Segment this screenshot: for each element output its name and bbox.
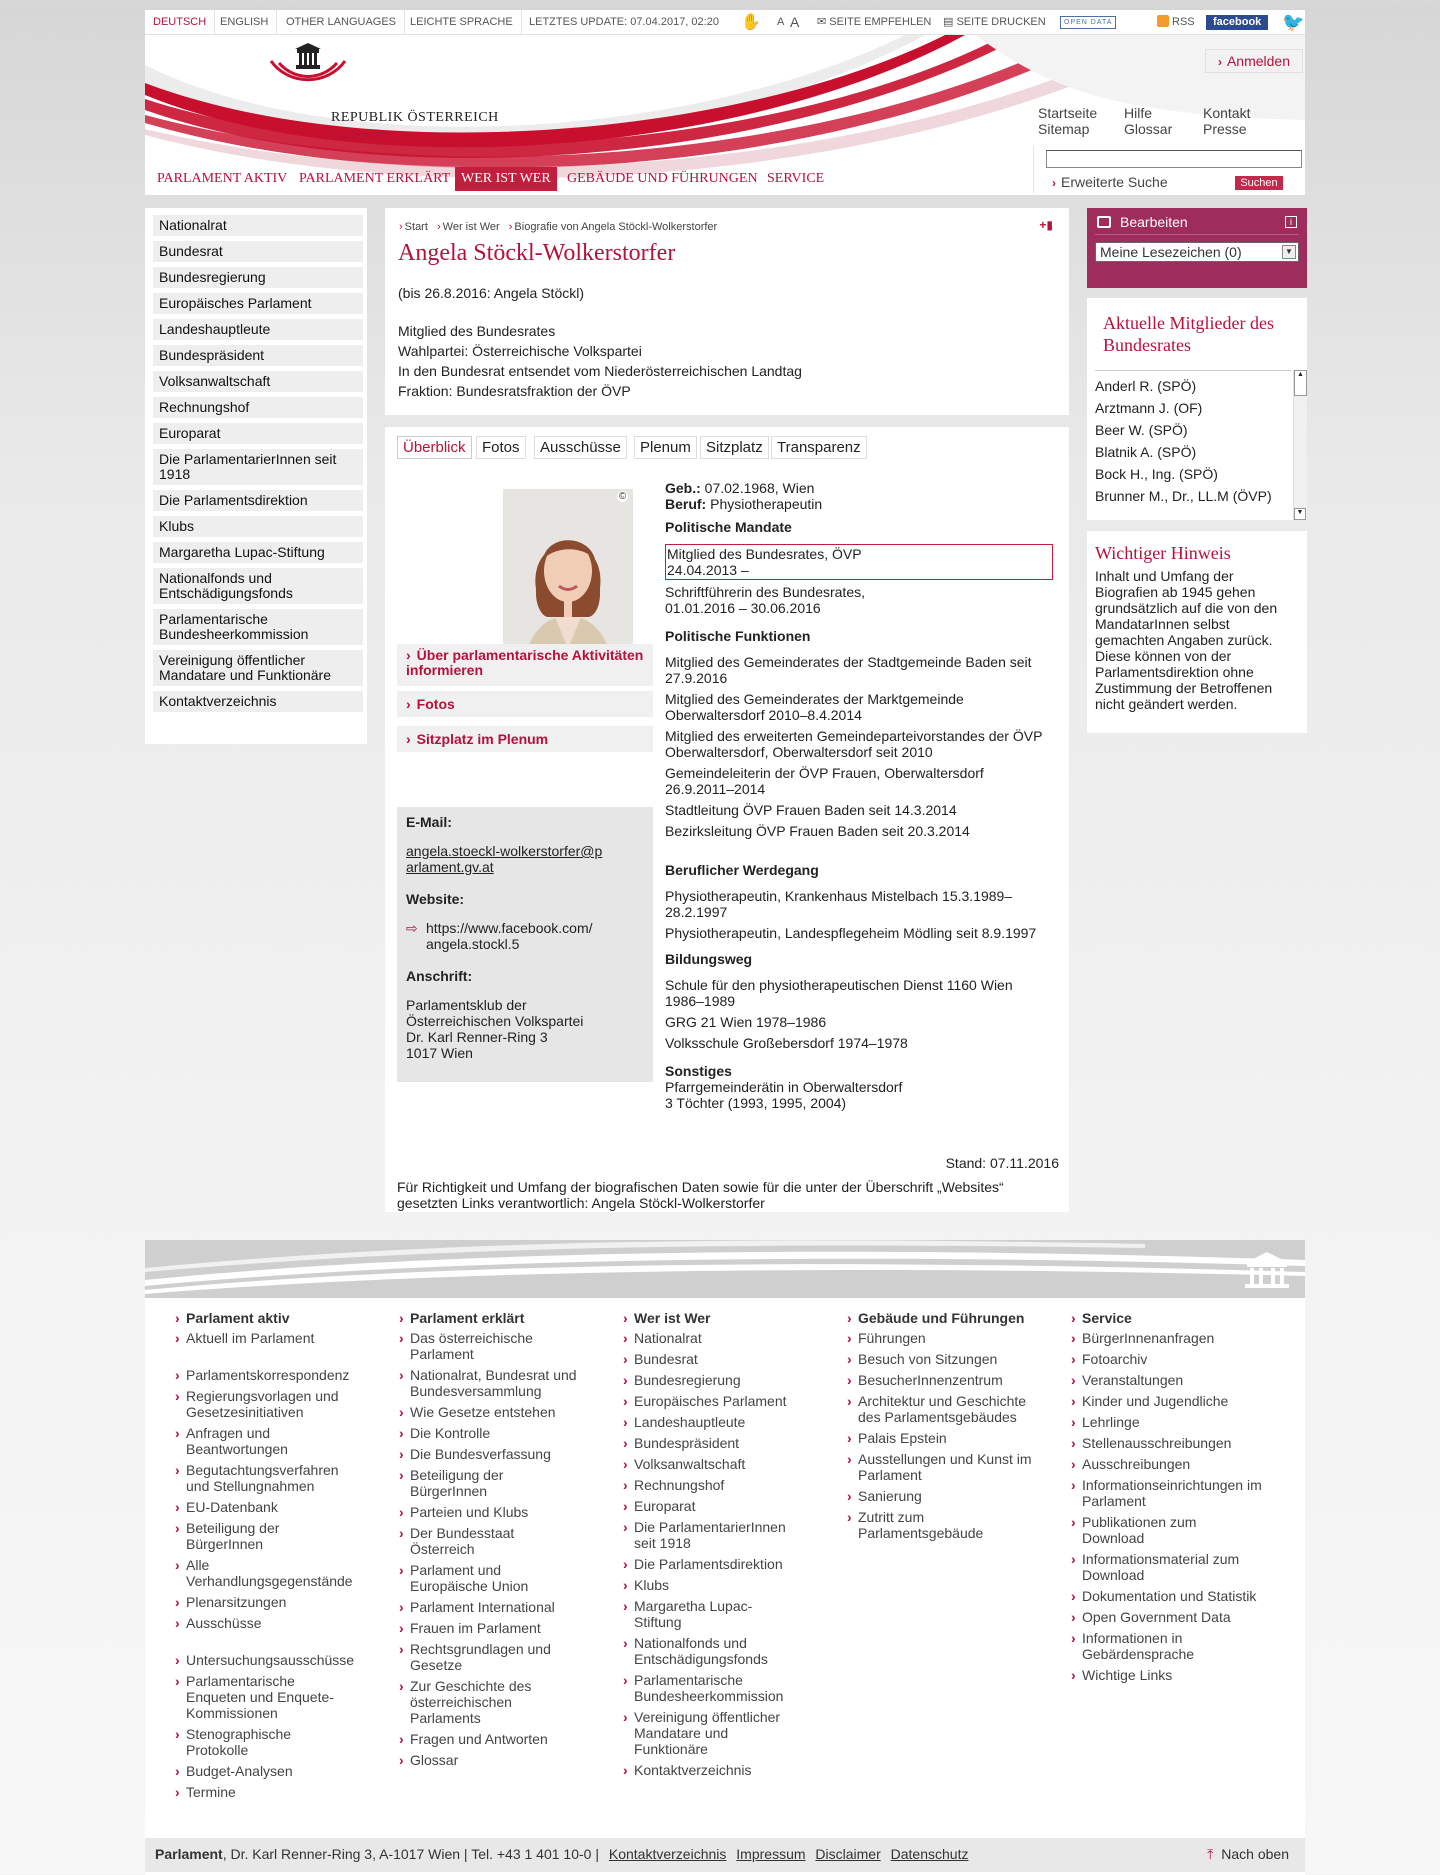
list-item[interactable]: Arztmann J. (OF) xyxy=(1095,400,1203,416)
arrow-up-icon: ⤒ xyxy=(1207,1846,1214,1862)
contact-box xyxy=(397,807,653,1082)
tab-plenum[interactable]: Plenum xyxy=(634,436,697,459)
footer-bar xyxy=(145,1838,1305,1872)
website-link[interactable]: ⇨ https://www.facebook.com/ angela.stockl.5 xyxy=(406,920,593,952)
footer-link[interactable]: › Regierungsvorlagen und Gesetzesinitiativen xyxy=(186,1388,356,1420)
birth-info: Geb.: 07.02.1968, Wien Beruf: Physiotherapeutin xyxy=(665,480,823,512)
footer-link[interactable]: › Fotoarchiv xyxy=(1082,1351,1262,1367)
link-help[interactable]: Hilfe xyxy=(1124,105,1153,121)
footer-link[interactable]: › Führungen xyxy=(858,1330,1033,1346)
education-heading: Bildungsweg xyxy=(665,951,753,967)
list-item: Mitglied des Gemeinderates der Stadtgemeinde Baden seit 27.9.2016 xyxy=(665,654,1032,686)
breadcrumb-start[interactable]: › Start xyxy=(399,221,428,233)
footer-link[interactable]: › Nationalrat, Bundesrat und Bundesversammlung xyxy=(410,1367,580,1399)
list-item: Stadtleitung ÖVP Frauen Baden seit 14.3.2014 xyxy=(665,802,957,818)
footer-link[interactable]: › Architektur und Geschichte des Parlamentsgebäudes xyxy=(858,1393,1033,1425)
address: Parlamentsklub der Österreichischen Volkspartei Dr. Karl Renner-Ring 3 1017 Wien xyxy=(406,997,584,1061)
footer-link[interactable]: › Besuch von Sitzungen xyxy=(858,1351,1033,1367)
link-glossary[interactable]: Glossar xyxy=(1124,121,1173,137)
footer-imprint-link[interactable]: Impressum xyxy=(736,1846,806,1862)
chevron-down-icon: ▼ xyxy=(1282,245,1296,259)
footer-link[interactable]: › Rechnungshof xyxy=(634,1477,794,1493)
link-sitemap[interactable]: Sitemap xyxy=(1038,121,1090,137)
top-bar xyxy=(145,10,1305,35)
tab-transparency[interactable]: Transparenz xyxy=(771,436,867,459)
nav-wer-ist-wer[interactable]: WER IST WER xyxy=(455,167,557,191)
footer-link[interactable]: › Landeshauptleute xyxy=(634,1414,794,1430)
footer-link[interactable]: › Volksanwaltschaft xyxy=(634,1456,794,1472)
footer-link[interactable]: › Lehrlinge xyxy=(1082,1414,1262,1430)
footer-link[interactable]: › Zutritt zum Parlamentsgebäude xyxy=(858,1509,1033,1541)
education-list xyxy=(665,977,1055,1051)
list-item: Schule für den physiotherapeutischen Dienst 1160 Wien 1986–1989 xyxy=(665,977,1013,1009)
footer-link[interactable]: › Aktuell im Parlament xyxy=(186,1330,356,1346)
sidebar-item[interactable]: Europäisches Parlament xyxy=(153,293,363,314)
footer-link[interactable]: › Zur Geschichte des österreichischen Parlaments xyxy=(410,1678,580,1726)
footer-banner xyxy=(145,1240,1305,1298)
list-item: Physiotherapeutin, Krankenhaus Mistelbach 15.3.1989–28.2.1997 xyxy=(665,888,1013,920)
footer-link[interactable]: › BürgerInnenanfragen xyxy=(1082,1330,1262,1346)
twitter-icon[interactable]: 🐦 xyxy=(1282,12,1305,32)
rss-icon xyxy=(1157,15,1169,27)
seat-link[interactable]: › Sitzplatz im Plenum xyxy=(397,726,653,752)
footer-link[interactable]: › BesucherInnenzentrum xyxy=(858,1372,1033,1388)
mandate-2: Schriftführerin des Bundesrates, 01.01.2016 – 30.06.2016 xyxy=(665,584,865,616)
current-mandate: Mitglied des Bundesrates, ÖVP 24.04.2013 – xyxy=(665,544,1053,580)
sidebar-item[interactable]: Rechnungshof xyxy=(153,397,363,418)
footer-link[interactable]: › Bundesregierung xyxy=(634,1372,794,1388)
footer-org: Parlament xyxy=(155,1846,223,1862)
former-name: (bis 26.8.2016: Angela Stöckl) xyxy=(398,285,585,301)
breadcrumb-current: › Biografie von Angela Stöckl-Wolkerstorfer xyxy=(509,221,717,233)
page-title: Angela Stöckl-Wolkerstorfer xyxy=(398,240,676,266)
footer-link[interactable]: › Termine xyxy=(186,1784,356,1800)
footer-heading[interactable]: › Service xyxy=(1082,1310,1262,1326)
tab-seat[interactable]: Sitzplatz xyxy=(700,436,769,459)
email-label: E-Mail: xyxy=(406,814,452,830)
career-heading: Beruflicher Werdegang xyxy=(665,862,819,878)
list-item: GRG 21 Wien 1978–1986 xyxy=(665,1014,827,1030)
add-bookmark-icon[interactable]: +▮ xyxy=(1039,218,1053,232)
notice-title: Wichtiger Hinweis xyxy=(1095,543,1231,563)
facebook-link[interactable]: facebook xyxy=(1206,15,1268,30)
sidebar-nav xyxy=(145,208,367,744)
parliament-logo-icon[interactable] xyxy=(269,41,347,94)
header xyxy=(145,35,1305,195)
link-press[interactable]: Presse xyxy=(1203,121,1247,137)
footer-link[interactable]: › Stellenausschreibungen xyxy=(1082,1435,1262,1451)
footer-link[interactable]: › Veranstaltungen xyxy=(1082,1372,1262,1388)
sidebar-item[interactable]: Die Parlamentsdirektion xyxy=(153,490,363,511)
nav-parlament-aktiv[interactable]: PARLAMENT AKTIV xyxy=(157,171,288,186)
footer-link[interactable]: › Beteiligung der BürgerInnen xyxy=(186,1520,356,1552)
search-button[interactable]: Suchen xyxy=(1235,176,1283,190)
last-updated: Stand: 07.11.2016 xyxy=(945,1155,1059,1171)
tab-photos[interactable]: Fotos xyxy=(476,436,526,459)
footer-link[interactable]: › Die Bundesverfassung xyxy=(410,1446,580,1462)
footer-link[interactable]: › Glossar xyxy=(410,1752,580,1768)
members-list xyxy=(1095,370,1291,518)
footer-link[interactable]: › Parlamentskorrespondenz xyxy=(186,1351,356,1383)
last-update: LETZTES UPDATE: 07.04.2017, 02:20 xyxy=(529,16,719,28)
edit-heading: Bearbeiten i xyxy=(1095,214,1299,235)
print-icon: ▤ xyxy=(943,16,957,28)
photos-link[interactable]: › Fotos xyxy=(397,691,653,717)
sign-language-icon[interactable]: ✋ xyxy=(741,14,761,31)
back-to-top-link[interactable]: ⤒ Nach oben xyxy=(1207,1846,1289,1862)
tab-overview[interactable]: Überblick xyxy=(397,436,472,459)
list-item[interactable]: Bock H., Ing. (SPÖ) xyxy=(1095,466,1218,482)
footer-link[interactable]: › Europäisches Parlament xyxy=(634,1393,794,1409)
list-item[interactable]: Anderl R. (SPÖ) xyxy=(1095,378,1197,394)
footer-link[interactable]: › Untersuchungsausschüsse xyxy=(186,1636,356,1668)
footer xyxy=(145,1240,1305,1875)
other-heading: Sonstiges xyxy=(665,1063,732,1079)
list-item[interactable]: Blatnik A. (SPÖ) xyxy=(1095,444,1197,460)
rss-link[interactable]: RSS xyxy=(1157,10,1195,35)
list-item[interactable]: Beer W. (SPÖ) xyxy=(1095,422,1188,438)
chevron-right-icon: › xyxy=(1052,176,1056,190)
footer-link[interactable]: › Der Bundesstaat Österreich xyxy=(410,1525,580,1557)
sidebar-item[interactable]: Parlamentarische Bundesheerkommission xyxy=(153,609,363,645)
website-label: Website: xyxy=(406,891,465,907)
sidebar-item[interactable]: Nationalrat xyxy=(153,215,363,236)
functions-heading: Politische Funktionen xyxy=(665,628,811,644)
profile-header xyxy=(385,208,1069,415)
list-item: Mitglied des erweiterten Gemeindeparteivorstandes der ÖVP Oberwaltersdorf, Oberwaltersdorf seit 2010 xyxy=(665,728,1043,760)
footer-link[interactable]: › Bundesrat xyxy=(634,1351,794,1367)
font-large-button[interactable]: A xyxy=(790,14,800,30)
footer-link[interactable]: › EU-Datenbank xyxy=(186,1499,356,1515)
footer-link[interactable]: › Fragen und Antworten xyxy=(410,1731,580,1747)
footer-link[interactable]: › Margaretha Lupac-Stiftung xyxy=(634,1598,794,1630)
footer-link[interactable]: › Informationen in Gebärdensprache xyxy=(1082,1630,1262,1662)
logo-line2: Parlament xyxy=(331,128,393,143)
members-panel xyxy=(1087,298,1307,520)
notice-text: Inhalt und Umfang der Biografien ab 1945 gehen grundsätzlich auf die von den MandatarInnen selbst gemachten Angaben zurück. Diese können von der Parlamentsdirektion ohne Zustimmung der Betroffenen nicht geändert werden. xyxy=(1095,568,1278,712)
recommend-button[interactable]: ✉ SEITE EMPFEHLEN xyxy=(817,16,932,28)
breadcrumb-wer-ist-wer[interactable]: › Wer ist Wer xyxy=(437,221,500,233)
footer-link[interactable]: › Klubs xyxy=(634,1577,794,1593)
footer-link[interactable]: › Kinder und Jugendliche xyxy=(1082,1393,1262,1409)
list-item: Physiotherapeutin, Landespflegeheim Mödling seit 8.9.1997 xyxy=(665,925,1037,941)
footer-link[interactable]: › Bundespräsident xyxy=(634,1435,794,1451)
open-data-link[interactable]: OPEN DATA xyxy=(1060,16,1116,29)
login-button[interactable]: › Anmelden xyxy=(1205,49,1303,73)
breadcrumb xyxy=(399,221,723,233)
sidebar-item[interactable]: Die ParlamentarierInnen seit 1918 xyxy=(153,449,363,485)
footer-link[interactable]: › Parlament International xyxy=(410,1599,580,1615)
footer-contacts-link[interactable]: Kontaktverzeichnis xyxy=(608,1846,727,1862)
footer-link[interactable]: › Beteiligung der BürgerInnen xyxy=(410,1467,580,1499)
external-link-icon: ⇨ xyxy=(406,920,418,936)
footer-col-wer xyxy=(634,1310,794,1783)
search-area xyxy=(1033,145,1305,193)
responsibility-note: Für Richtigkeit und Umfang der biografischen Daten sowie für die unter der Überschrift „Websites“ gesetzten Links verantwortlich: Angela Stöckl-Wolkerstorfer xyxy=(397,1179,1004,1211)
footer-link[interactable]: › Ausstellungen und Kunst im Parlament xyxy=(858,1451,1033,1483)
footer-link[interactable]: › Das österreichische Parlament xyxy=(410,1330,580,1362)
footer-link[interactable]: › Stenographische Protokolle xyxy=(186,1726,356,1758)
sidebar-item[interactable]: Nationalfonds und Entschädigungsfonds xyxy=(153,568,363,604)
footer-link[interactable]: › Open Government Data xyxy=(1082,1609,1262,1625)
portrait-photo xyxy=(503,489,633,669)
scroll-down-icon: ▼ xyxy=(1294,508,1306,520)
link-contact[interactable]: Kontakt xyxy=(1203,105,1251,121)
edit-panel xyxy=(1087,208,1307,288)
nav-gebaeude[interactable]: GEBÄUDE UND FÜHRUNGEN xyxy=(567,171,758,186)
footer-link[interactable]: › Begutachtungsverfahren und Stellungnahmen xyxy=(186,1462,356,1494)
activities-link[interactable]: › Über parlamentarische Aktivitäten informieren xyxy=(397,644,653,686)
notice-panel xyxy=(1087,531,1307,733)
footer-link[interactable]: › Wichtige Links xyxy=(1082,1667,1262,1683)
sidebar-item[interactable]: Kontaktverzeichnis xyxy=(153,691,363,712)
sidebar-item[interactable]: Volksanwaltschaft xyxy=(153,371,363,392)
list-item: Volksschule Großebersdorf 1974–1978 xyxy=(665,1035,908,1051)
functions-list xyxy=(665,654,1055,844)
advanced-search-link[interactable]: › Erweiterte Suche xyxy=(1052,174,1168,190)
footer-link[interactable]: › Budget-Analysen xyxy=(186,1763,356,1779)
footer-link[interactable]: › Nationalrat xyxy=(634,1330,794,1346)
edit-icon xyxy=(1097,216,1111,228)
footer-link[interactable]: › Dokumentation und Statistik xyxy=(1082,1588,1262,1604)
footer-col-gebaeude xyxy=(858,1310,1033,1546)
footer-link[interactable]: › Ausschüsse xyxy=(186,1615,356,1631)
footer-link[interactable]: › Sanierung xyxy=(858,1488,1033,1504)
sidebar-item[interactable]: Bundesrat xyxy=(153,241,363,262)
footer-link[interactable]: › Die Kontrolle xyxy=(410,1425,580,1441)
print-button[interactable]: ▤ SEITE DRUCKEN xyxy=(943,16,1046,28)
copyright-icon[interactable]: © xyxy=(618,491,627,502)
footer-link[interactable]: › Die ParlamentarierInnen seit 1918 xyxy=(634,1519,794,1551)
profile-body xyxy=(385,427,1069,1212)
footer-address: , Dr. Karl Renner-Ring 3, A-1017 Wien | Tel. +43 1 401 10-0 | xyxy=(222,1846,599,1862)
logo-line1: REPUBLIK ÖSTERREICH xyxy=(331,110,499,125)
footer-link[interactable]: › Plenarsitzungen xyxy=(186,1594,356,1610)
font-small-button[interactable]: A xyxy=(777,16,785,28)
footer-heading[interactable]: › Parlament erklärt xyxy=(410,1310,580,1326)
career-list xyxy=(665,888,1045,941)
sidebar-item[interactable]: Vereinigung öffentlicher Mandatare und Funktionäre xyxy=(153,650,363,686)
scroll-up-icon: ▲ xyxy=(1294,370,1307,396)
link-start[interactable]: Startseite xyxy=(1038,105,1098,121)
lang-other[interactable]: OTHER LANGUAGES xyxy=(278,10,405,35)
list-item[interactable]: Brunner M., Dr., LL.M (ÖVP) xyxy=(1095,488,1272,504)
sidebar-item[interactable]: Europarat xyxy=(153,423,363,444)
footer-link[interactable]: › Anfragen und Beantwortungen xyxy=(186,1425,356,1457)
list-item: Mitglied des Gemeinderates der Marktgemeinde Oberwaltersdorf 2010–8.4.2014 xyxy=(665,691,964,723)
info-icon[interactable]: i xyxy=(1285,216,1297,228)
footer-privacy-link[interactable]: Datenschutz xyxy=(890,1846,969,1862)
footer-col-service xyxy=(1082,1310,1262,1688)
nav-service[interactable]: SERVICE xyxy=(767,171,825,186)
footer-link[interactable]: › Ausschreibungen xyxy=(1082,1456,1262,1472)
search-input[interactable] xyxy=(1046,150,1302,168)
nav-parlament-erklaert[interactable]: PARLAMENT ERKLÄRT xyxy=(299,171,451,186)
footer-link[interactable]: › Alle Verhandlungsgegenstände xyxy=(186,1557,356,1589)
other-list: Pfarrgemeinderätin in Oberwaltersdorf 3 Töchter (1993, 1995, 2004) xyxy=(665,1079,903,1111)
footer-col-erklaert xyxy=(410,1310,580,1773)
footer-link[interactable]: › Rechtsgrundlagen und Gesetze xyxy=(410,1641,580,1673)
footer-link[interactable]: › Die Parlamentsdirektion xyxy=(634,1556,794,1572)
bookmarks-select[interactable]: Meine Lesezeichen (0) ▼ xyxy=(1095,242,1299,262)
chevron-right-icon: › xyxy=(1217,55,1222,69)
footer-col-aktiv xyxy=(186,1310,356,1805)
footer-link[interactable]: › Informationsmaterial zum Download xyxy=(1082,1551,1262,1583)
mandates-heading: Politische Mandate xyxy=(665,519,792,535)
footer-link[interactable]: › Kontaktverzeichnis xyxy=(634,1762,794,1778)
address-label: Anschrift: xyxy=(406,968,473,984)
footer-link[interactable]: › Europarat xyxy=(634,1498,794,1514)
logo-text[interactable] xyxy=(331,110,499,144)
summary: Mitglied des Bundesrates Wahlpartei: Österreichische Volkspartei In den Bundesrat entsendet vom Niederösterreichischen Landtag Fraktion: Bundesratsfraktion der ÖVP xyxy=(398,323,802,399)
footer-link[interactable]: › Informationseinrichtungen im Parlament xyxy=(1082,1477,1262,1509)
list-item: Gemeindeleiterin der ÖVP Frauen, Oberwaltersdorf 26.9.2011–2014 xyxy=(665,765,984,797)
footer-link[interactable]: › Vereinigung öffentlicher Mandatare und Funktionäre xyxy=(634,1709,794,1757)
footer-link[interactable]: › Parlamentarische Bundesheerkommission xyxy=(634,1672,794,1704)
footer-link[interactable]: › Palais Epstein xyxy=(858,1430,1033,1446)
sidebar-item[interactable]: Margaretha Lupac-Stiftung xyxy=(153,542,363,563)
footer-link[interactable]: › Nationalfonds und Entschädigungsfonds xyxy=(634,1635,794,1667)
sidebar-item[interactable]: Klubs xyxy=(153,516,363,537)
mail-icon: ✉ xyxy=(817,16,830,28)
footer-link[interactable]: › Parteien und Klubs xyxy=(410,1504,580,1520)
sidebar-item[interactable]: Bundespräsident xyxy=(153,345,363,366)
footer-link[interactable]: › Parlament und Europäische Union xyxy=(410,1562,580,1594)
parliament-footer-icon xyxy=(1243,1250,1291,1293)
sidebar-item[interactable]: Landeshauptleute xyxy=(153,319,363,340)
members-title: Aktuelle Mitglieder des Bundesrates xyxy=(1103,313,1274,355)
footer-heading[interactable]: › Gebäude und Führungen xyxy=(858,1310,1033,1326)
lang-deutsch[interactable]: DEUTSCH xyxy=(145,10,215,35)
footer-heading[interactable]: › Wer ist Wer xyxy=(634,1310,794,1326)
tab-committees[interactable]: Ausschüsse xyxy=(534,436,627,459)
footer-link[interactable]: › Frauen im Parlament xyxy=(410,1620,580,1636)
lang-english[interactable]: ENGLISH xyxy=(212,10,277,35)
lang-easy[interactable]: LEICHTE SPRACHE xyxy=(402,10,522,35)
footer-link[interactable]: › Publikationen zum Download xyxy=(1082,1514,1262,1546)
footer-link[interactable]: › Wie Gesetze entstehen xyxy=(410,1404,580,1420)
list-item: Bezirksleitung ÖVP Frauen Baden seit 20.3.2014 xyxy=(665,823,970,839)
footer-disclaimer-link[interactable]: Disclaimer xyxy=(815,1846,881,1862)
email-link[interactable]: angela.stoeckl-wolkerstorfer@parlament.gv.at xyxy=(406,843,603,875)
footer-heading[interactable]: › Parlament aktiv xyxy=(186,1310,356,1326)
members-scrollbar[interactable] xyxy=(1293,370,1307,520)
footer-link[interactable]: › Parlamentarische Enqueten und Enquete-Kommissionen xyxy=(186,1673,356,1721)
sidebar-item[interactable]: Bundesregierung xyxy=(153,267,363,288)
